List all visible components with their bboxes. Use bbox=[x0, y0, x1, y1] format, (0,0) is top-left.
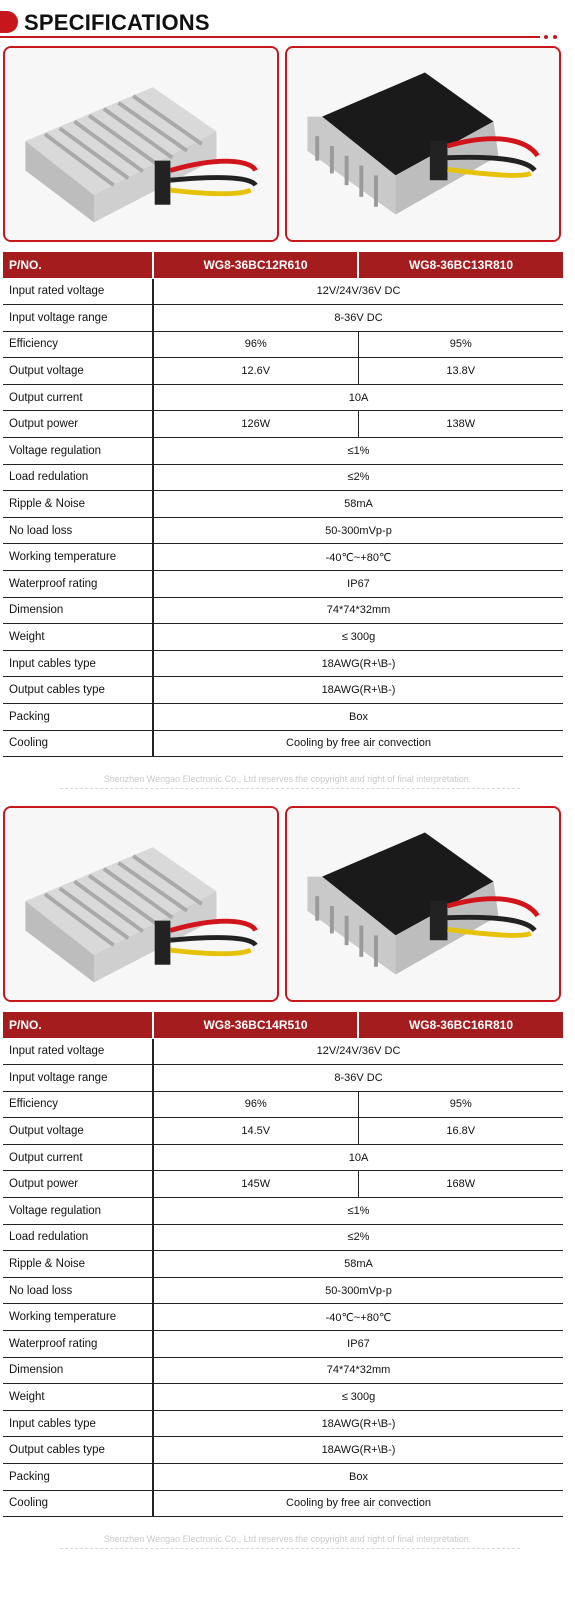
table-header-row bbox=[3, 252, 563, 278]
spec-value: 58mA bbox=[153, 1251, 563, 1278]
product-photo-top-view bbox=[285, 46, 561, 242]
spec-label: No load loss bbox=[3, 1277, 153, 1304]
product-photos bbox=[0, 806, 575, 1006]
spec-table-1 bbox=[3, 252, 563, 757]
table-row bbox=[3, 730, 563, 757]
table-row bbox=[3, 358, 563, 385]
table-row bbox=[3, 1198, 563, 1225]
table-row bbox=[3, 517, 563, 544]
spec-label: Working temperature bbox=[3, 1304, 153, 1331]
spec-label: Load redulation bbox=[3, 1224, 153, 1251]
spec-label: Input cables type bbox=[3, 1410, 153, 1437]
spec-value: 96% bbox=[153, 1091, 358, 1118]
spec-section-2 bbox=[0, 806, 575, 1596]
table-row bbox=[3, 1251, 563, 1278]
spec-value: 10A bbox=[153, 1144, 563, 1171]
spec-label: Input voltage range bbox=[3, 305, 153, 332]
copyright-footer bbox=[0, 1534, 575, 1544]
table-header-row bbox=[3, 1012, 563, 1038]
spec-label: Packing bbox=[3, 1464, 153, 1491]
spec-value: 126W bbox=[153, 411, 358, 438]
spec-value: 8-36V DC bbox=[153, 1065, 563, 1092]
table-row bbox=[3, 704, 563, 731]
spec-label: Voltage regulation bbox=[3, 438, 153, 465]
pno-label: P/NO. bbox=[3, 1012, 153, 1038]
spec-value: 168W bbox=[358, 1171, 563, 1198]
table-row bbox=[3, 544, 563, 571]
spec-value: 50-300mVp-p bbox=[153, 1277, 563, 1304]
product-photo-side-view bbox=[3, 46, 279, 242]
table-row bbox=[3, 331, 563, 358]
table-row bbox=[3, 1490, 563, 1517]
spec-value: ≤2% bbox=[153, 1224, 563, 1251]
spec-label: Voltage regulation bbox=[3, 1198, 153, 1225]
table-row bbox=[3, 624, 563, 651]
spec-value: 14.5V bbox=[153, 1118, 358, 1145]
table-row bbox=[3, 1171, 563, 1198]
converter-top-image bbox=[287, 808, 559, 1000]
spec-value: 8-36V DC bbox=[153, 305, 563, 332]
table-row bbox=[3, 1038, 563, 1065]
product-photo-top-view bbox=[285, 806, 561, 1002]
table-row bbox=[3, 1304, 563, 1331]
model-number: WG8-36BC14R510 bbox=[153, 1012, 358, 1038]
converter-top-image bbox=[287, 48, 559, 240]
spec-label: Waterproof rating bbox=[3, 1331, 153, 1358]
spec-label: Working temperature bbox=[3, 544, 153, 571]
spec-value: 145W bbox=[153, 1171, 358, 1198]
table-row bbox=[3, 1065, 563, 1092]
spec-value: 58mA bbox=[153, 491, 563, 518]
spec-value: 18AWG(R+\B-) bbox=[153, 1437, 563, 1464]
spec-label: Dimension bbox=[3, 1357, 153, 1384]
header-accent-tab bbox=[0, 11, 18, 33]
spec-label: Output voltage bbox=[3, 358, 153, 385]
model-number: WG8-36BC12R610 bbox=[153, 252, 358, 278]
spec-label: Waterproof rating bbox=[3, 571, 153, 598]
table-row bbox=[3, 1437, 563, 1464]
spec-label: Output power bbox=[3, 411, 153, 438]
spec-label: Ripple & Noise bbox=[3, 491, 153, 518]
spec-label: No load loss bbox=[3, 517, 153, 544]
spec-label: Cooling bbox=[3, 730, 153, 757]
product-photos bbox=[0, 46, 575, 246]
table-row bbox=[3, 384, 563, 411]
table-row bbox=[3, 677, 563, 704]
table-row bbox=[3, 1331, 563, 1358]
spec-label: Efficiency bbox=[3, 331, 153, 358]
header-dot bbox=[553, 35, 557, 39]
spec-value: Cooling by free air convection bbox=[153, 730, 563, 757]
table-row bbox=[3, 491, 563, 518]
table-row bbox=[3, 1118, 563, 1145]
spec-label: Output power bbox=[3, 1171, 153, 1198]
table-row bbox=[3, 1144, 563, 1171]
page-title: SPECIFICATIONS bbox=[24, 10, 210, 35]
header-dot bbox=[544, 35, 548, 39]
spec-value: -40℃~+80℃ bbox=[153, 544, 563, 571]
converter-side-image bbox=[5, 808, 277, 1000]
header-rule bbox=[0, 36, 540, 38]
table-row bbox=[3, 1277, 563, 1304]
spec-label: Cooling bbox=[3, 1490, 153, 1517]
model-number: WG8-36BC16R810 bbox=[358, 1012, 563, 1038]
spec-value: 50-300mVp-p bbox=[153, 517, 563, 544]
table-row bbox=[3, 650, 563, 677]
copyright-footer bbox=[0, 774, 575, 784]
spec-value: ≤1% bbox=[153, 438, 563, 465]
spec-label: Load redulation bbox=[3, 464, 153, 491]
spec-value: Cooling by free air convection bbox=[153, 1490, 563, 1517]
spec-value: ≤ 300g bbox=[153, 624, 563, 651]
spec-label: Weight bbox=[3, 1384, 153, 1411]
model-number: WG8-36BC13R810 bbox=[358, 252, 563, 278]
spec-value: Box bbox=[153, 704, 563, 731]
spec-value: 13.8V bbox=[358, 358, 563, 385]
table-row bbox=[3, 571, 563, 598]
spec-value: 18AWG(R+\B-) bbox=[153, 677, 563, 704]
spec-value: 12.6V bbox=[153, 358, 358, 385]
spec-label: Ripple & Noise bbox=[3, 1251, 153, 1278]
spec-value: ≤1% bbox=[153, 1198, 563, 1225]
spec-label: Output current bbox=[3, 1144, 153, 1171]
spec-value: Box bbox=[153, 1464, 563, 1491]
spec-value: ≤2% bbox=[153, 464, 563, 491]
spec-value: 74*74*32mm bbox=[153, 1357, 563, 1384]
spec-value: IP67 bbox=[153, 571, 563, 598]
spec-value: IP67 bbox=[153, 1331, 563, 1358]
spec-label: Weight bbox=[3, 624, 153, 651]
converter-side-image bbox=[5, 48, 277, 240]
spec-label: Input rated voltage bbox=[3, 1038, 153, 1065]
spec-value: 138W bbox=[358, 411, 563, 438]
table-row bbox=[3, 305, 563, 332]
spec-value: 12V/24V/36V DC bbox=[153, 278, 563, 305]
spec-label: Output cables type bbox=[3, 677, 153, 704]
table-row bbox=[3, 464, 563, 491]
spec-value: 95% bbox=[358, 331, 563, 358]
table-row bbox=[3, 411, 563, 438]
spec-value: 12V/24V/36V DC bbox=[153, 1038, 563, 1065]
spec-value: 74*74*32mm bbox=[153, 597, 563, 624]
table-row bbox=[3, 278, 563, 305]
spec-value: 16.8V bbox=[358, 1118, 563, 1145]
spec-label: Dimension bbox=[3, 597, 153, 624]
spec-label: Output current bbox=[3, 384, 153, 411]
spec-label: Packing bbox=[3, 704, 153, 731]
table-row bbox=[3, 1384, 563, 1411]
copyright-text: Shenzhen Wengao Electronic Co., Ltd reserves the copyright and right of final interpretation. bbox=[103, 774, 472, 784]
spec-value: 18AWG(R+\B-) bbox=[153, 650, 563, 677]
pno-label: P/NO. bbox=[3, 252, 153, 278]
table-row bbox=[3, 1464, 563, 1491]
copyright-text: Shenzhen Wengao Electronic Co., Ltd reserves the copyright and right of final interpretation. bbox=[103, 1534, 472, 1544]
spec-value: 10A bbox=[153, 384, 563, 411]
spec-label: Input voltage range bbox=[3, 1065, 153, 1092]
table-row bbox=[3, 597, 563, 624]
spec-table-2 bbox=[3, 1012, 563, 1517]
spec-value: 96% bbox=[153, 331, 358, 358]
table-row bbox=[3, 1410, 563, 1437]
spec-section-1 bbox=[0, 46, 575, 796]
spec-value: -40℃~+80℃ bbox=[153, 1304, 563, 1331]
page-header bbox=[0, 0, 575, 40]
spec-label: Input cables type bbox=[3, 650, 153, 677]
spec-label: Output cables type bbox=[3, 1437, 153, 1464]
table-row bbox=[3, 1091, 563, 1118]
table-row bbox=[3, 1224, 563, 1251]
table-row bbox=[3, 1357, 563, 1384]
product-photo-side-view bbox=[3, 806, 279, 1002]
spec-value: 95% bbox=[358, 1091, 563, 1118]
spec-label: Input rated voltage bbox=[3, 278, 153, 305]
spec-label: Output voltage bbox=[3, 1118, 153, 1145]
spec-value: ≤ 300g bbox=[153, 1384, 563, 1411]
table-row bbox=[3, 438, 563, 465]
spec-value: 18AWG(R+\B-) bbox=[153, 1410, 563, 1437]
spec-label: Efficiency bbox=[3, 1091, 153, 1118]
